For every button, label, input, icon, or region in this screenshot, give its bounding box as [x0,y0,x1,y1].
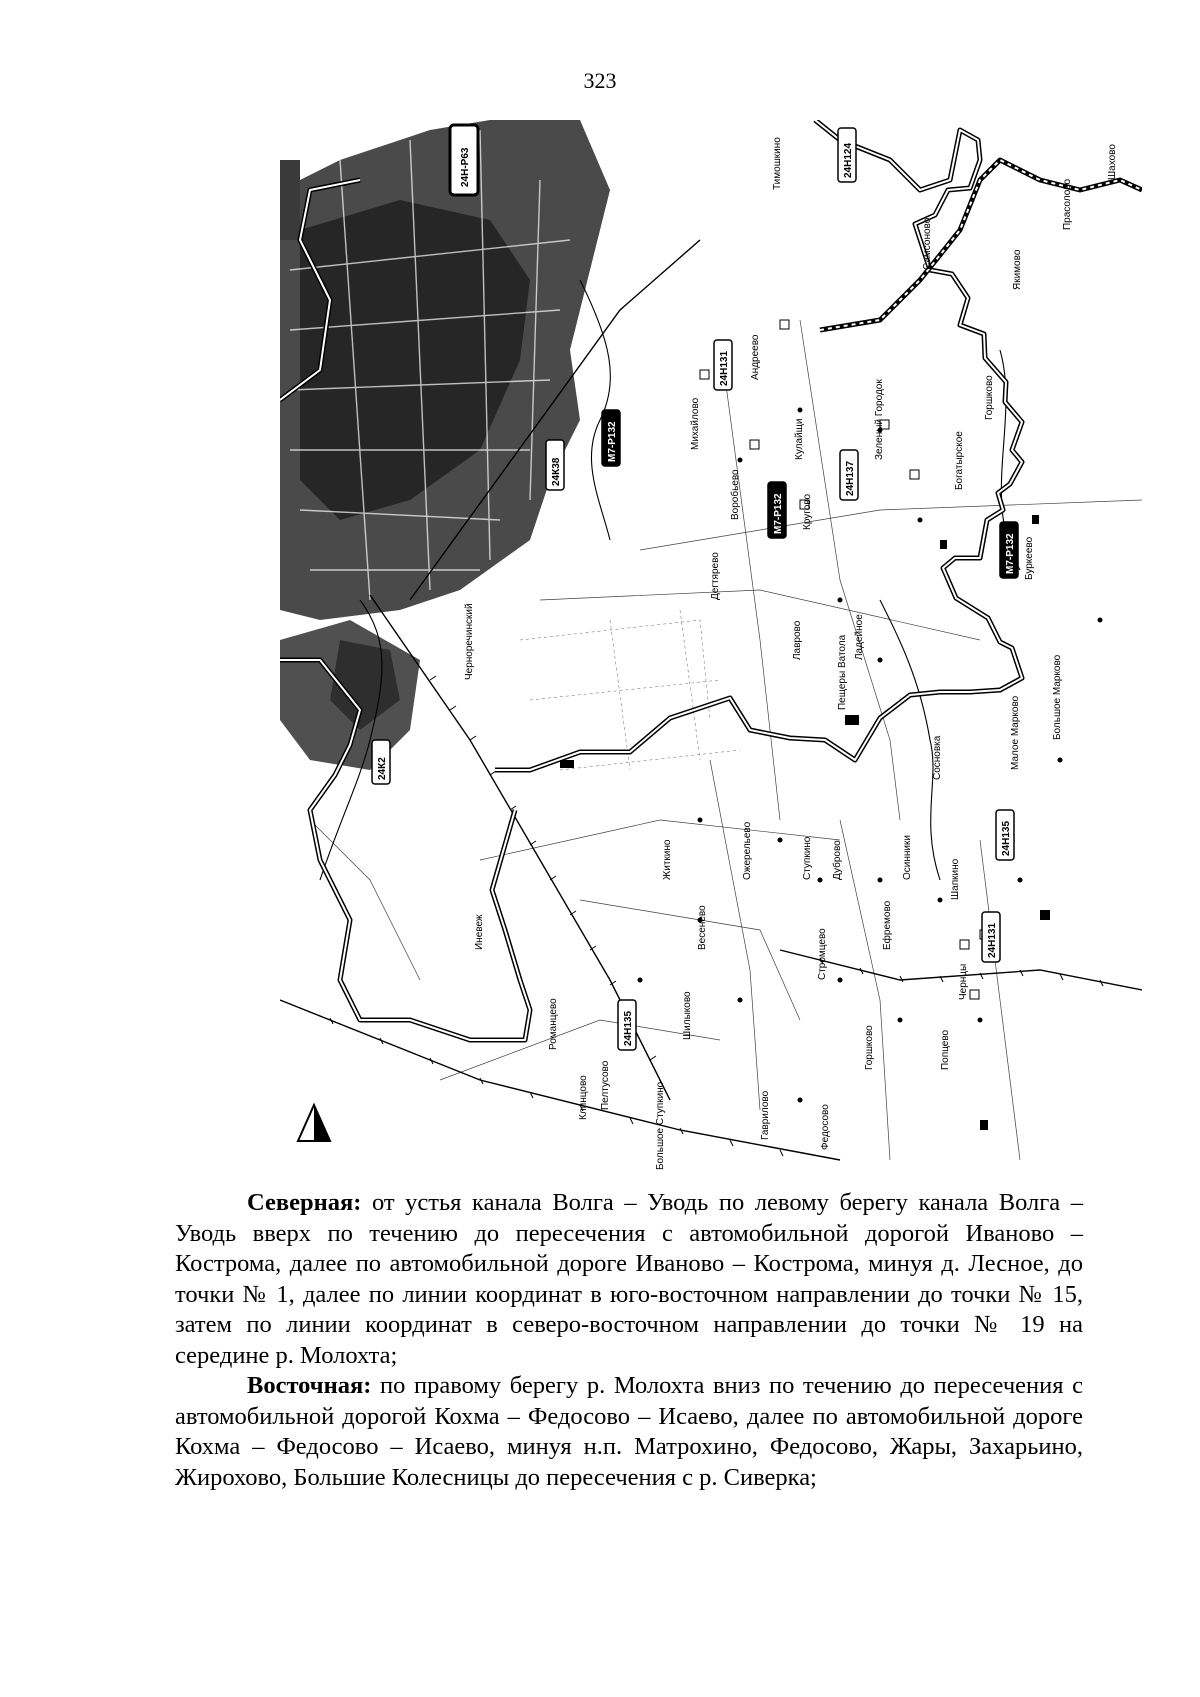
map-label: Малое Марково [1010,695,1021,770]
svg-text:24Н-Р63: 24Н-Р63 [460,147,471,187]
map-label: Кулайщи [794,418,805,460]
road-shield [840,450,858,500]
map-label: Ступкино [802,836,813,880]
map-label: Большое Марково [1052,654,1063,740]
map-label: Михайлово [690,397,701,450]
map-label: Стромцево [817,928,828,980]
paragraph-north [175,1188,1083,1371]
map-label: Якимово [1012,249,1023,290]
map-figure [280,120,1142,1170]
svg-text:24Н124: 24Н124 [843,142,854,178]
map-label: Большое Ступкино [655,1081,666,1170]
map-label: Пелтусово [600,1060,611,1110]
map-label: Осинники [902,835,913,880]
map-label: Черноречинский [464,603,475,680]
map-label: Пещеры Ватола [837,634,848,710]
map-label: Зеленый Городок [874,379,885,460]
map-label: Сосновка [932,735,943,780]
svg-text:М7-Р132: М7-Р132 [773,493,784,534]
map-label: Кругово [802,493,813,530]
road-shield [372,740,390,784]
map-label: Романцево [548,998,559,1050]
paragraph-east [175,1371,1083,1493]
svg-text:24Н137: 24Н137 [845,460,856,496]
svg-text:24Н131: 24Н131 [987,922,998,958]
map-label: Шахово [1107,144,1118,180]
svg-text:24Н131: 24Н131 [719,350,730,386]
road-shield [450,125,478,195]
map-label: Попцево [940,1029,951,1070]
map-label: Прасолово [1062,178,1073,230]
road-shield [996,810,1014,860]
boundary-description [175,1188,1083,1493]
svg-text:24Н135: 24Н135 [1001,820,1012,856]
paragraph-lead: Восточная: [247,1372,372,1399]
map-label: Воробьево [730,469,741,520]
road-shield [714,340,732,390]
paragraph-text: от устья канала Волга – Уводь по левому берегу канала Волга – Уводь вверх по течению до пересечения с автомобильной дорогой Иваново – Кострома, далее по автомобильной дороге Иваново – Кострома, минуя д. Лесное, до точки № 1, далее по линии координат в юго-восточном направлении до точки № 15, затем по линии координат в северо-восточном направлении до точки № 19 на середине р. Молохта; [175,1189,1083,1369]
map-label: Житкино [662,839,673,880]
map-label: Клинцово [578,1075,589,1120]
map-label: Чернцы [958,963,969,1000]
map-label: Горшково [864,1025,875,1070]
map-label: Ефремово [882,900,893,950]
map-label: Иневеж [474,914,485,950]
road-shield [768,482,786,538]
svg-text:24К38: 24К38 [551,457,562,486]
svg-text:М7-Р132: М7-Р132 [1005,533,1016,574]
svg-text:24Н135: 24Н135 [623,1010,634,1046]
map-label: Лаврово [792,620,803,660]
paragraph-lead: Северная: [247,1189,362,1216]
map-label: Андреево [750,334,761,380]
map-label: Самсоново [922,217,933,270]
svg-text:24К2: 24К2 [377,757,388,780]
map-label: Весенево [697,905,708,950]
road-shield [546,440,564,490]
map-label: Шапкино [950,858,961,900]
road-shield [982,912,1000,962]
road-shield [838,128,856,182]
map-label: Богатырское [954,431,965,490]
map-label: Буркеево [1024,536,1035,580]
map-label: Шилыково [682,991,693,1040]
map-label: Тимошкино [772,137,783,190]
map-label: Гаврилово [760,1090,771,1140]
road-shield [618,1000,636,1050]
map-label: Дегтярево [710,552,721,600]
map-label: Федосово [820,1104,831,1150]
page-number: 323 [583,68,617,93]
svg-text:М7-Р132: М7-Р132 [607,421,618,462]
map-label: Ладейное [854,614,865,660]
road-shield [602,410,620,466]
map-label: Горшково [984,375,995,420]
map-label: Ожерельево [742,821,753,880]
paragraph-text: по правому берегу р. Молохта вниз по течению до пересечения с автомобильной дорогой Кохма – Федосово – Исаево, далее по автомобильной дороге Кохма – Федосово – Исаево, минуя н.п. Матрохино, Федосово, Жары, Захарьино, Жирохово, Большие Колесницы до пересечения с р. Сиверка; [175,1372,1083,1491]
map-label: Дуброво [832,840,843,880]
road-shield [1000,522,1018,578]
